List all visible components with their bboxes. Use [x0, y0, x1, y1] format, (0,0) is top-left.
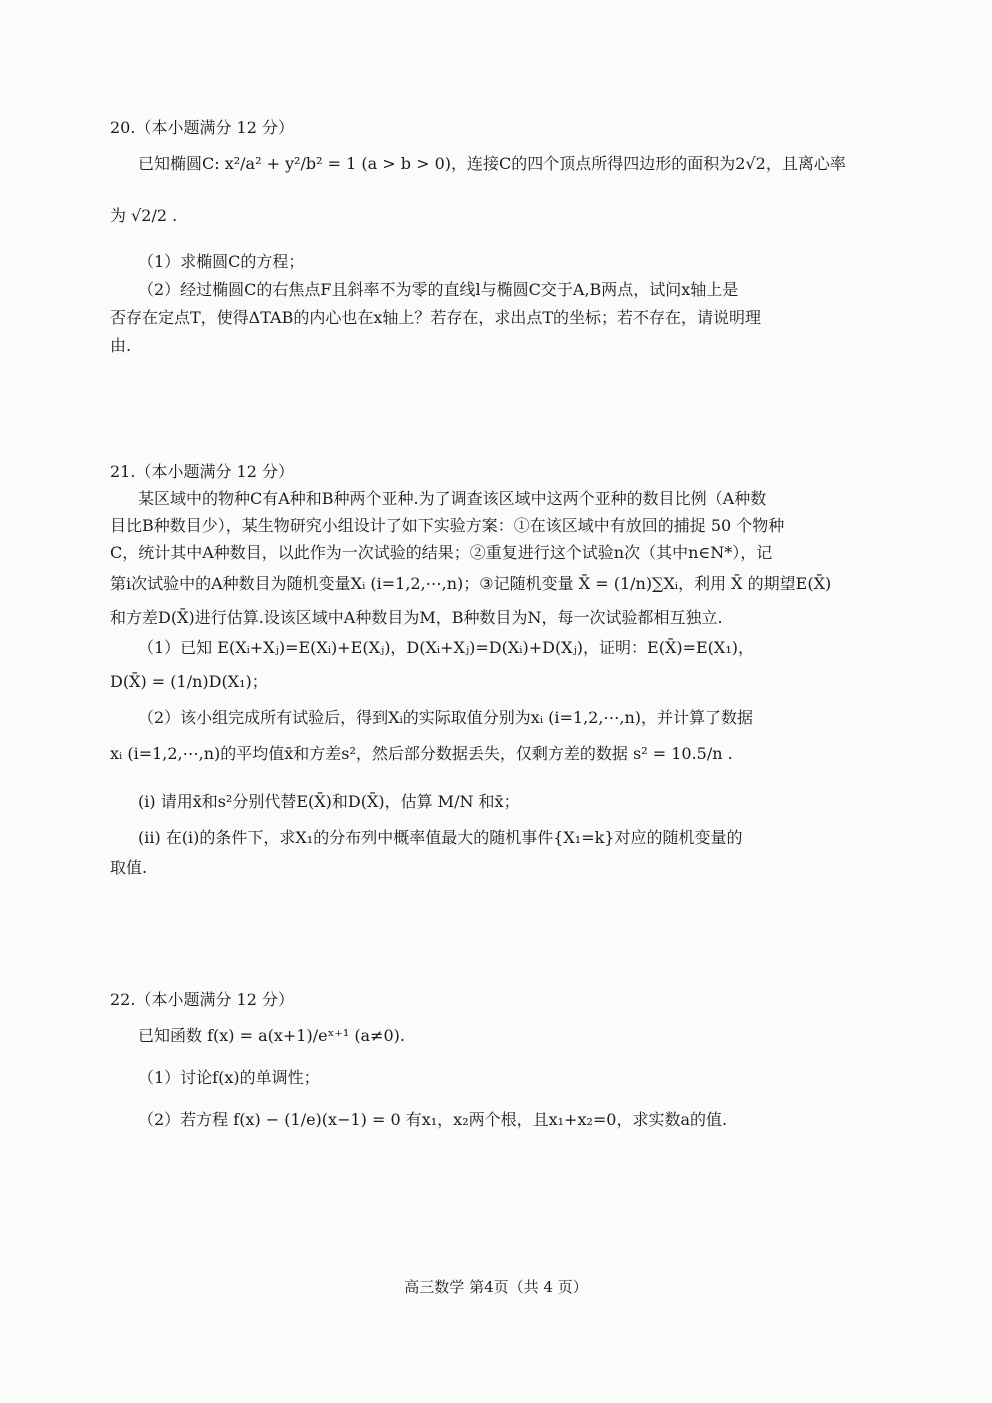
q21-sub-i: (i) 请用x̄和s²分别代替E(X̄)和D(X̄)，估算 M/N 和x̄；: [138, 792, 520, 811]
q21-sub-ii-line1: (ii) 在(i)的条件下，求X₁的分布列中概率值最大的随机事件{X₁=k}对应的随机变量的: [138, 828, 743, 847]
q20-part2-line1: （2）经过椭圆C的右焦点F且斜率不为零的直线l与椭圆C交于A,B两点，试问x轴上是: [138, 280, 739, 299]
q20-heading: 20.（本小题满分 12 分）: [110, 118, 294, 137]
q20-part2-line2: 否存在定点T，使得ΔTAB的内心也在x轴上？若存在，求出点T的坐标；若不存在，请说明理: [110, 308, 762, 327]
q21-sub-ii-line2: 取值.: [110, 858, 148, 877]
q21-line5: 和方差D(X̄)进行估算.设该区域中A种数目为M，B种数目为N，每一次试验都相互独立.: [110, 608, 723, 627]
q22-part1: （1）讨论f(x)的单调性；: [138, 1068, 320, 1087]
q20-line2: 为 √2/2 .: [110, 206, 178, 225]
q21-part1-line1: （1）已知 E(Xᵢ+Xⱼ)=E(Xᵢ)+E(Xⱼ)，D(Xᵢ+Xⱼ)=D(Xᵢ)+D(Xⱼ)，证明：E(X̄)=E(X₁)，: [138, 638, 754, 657]
q21-line3: C，统计其中A种数目，以此作为一次试验的结果；②重复进行这个试验n次（其中n∈N*），记: [110, 543, 773, 562]
q20-part2-line3: 由.: [110, 336, 132, 355]
page-footer: 高三数学 第4页（共 4 页）: [404, 1278, 588, 1296]
q21-heading: 21.（本小题满分 12 分）: [110, 462, 294, 481]
q20-part1: （1）求椭圆C的方程；: [138, 252, 305, 271]
q22-part2: （2）若方程 f(x) − (1/e)(x−1) = 0 有x₁，x₂两个根，且x₁+x₂=0，求实数a的值.: [138, 1110, 728, 1129]
q22-line1: 已知函数 f(x) = a(x+1)/eˣ⁺¹ (a≠0).: [138, 1026, 406, 1045]
q21-part1-line2: D(X̄) = (1/n)D(X₁)；: [110, 672, 268, 691]
q21-line1: 某区域中的物种C有A种和B种两个亚种.为了调查该区域中这两个亚种的数目比例（A种数: [138, 489, 767, 508]
q22-heading: 22.（本小题满分 12 分）: [110, 990, 294, 1009]
q21-part2-line1: （2）该小组完成所有试验后，得到Xᵢ的实际取值分别为xᵢ (i=1,2,⋯,n)，并计算了数据: [138, 708, 754, 727]
q21-line2: 目比B种数目少），某生物研究小组设计了如下实验方案：①在该区域中有放回的捕捉 50 个物种: [110, 516, 785, 535]
q20-line1: 已知椭圆C: x²/a² + y²/b² = 1 (a > b > 0)，连接C的四个顶点所得四边形的面积为2√2，且离心率: [138, 154, 846, 173]
q21-part2-line2: xᵢ (i=1,2,⋯,n)的平均值x̄和方差s²，然后部分数据丢失，仅剩方差的数据 s² = 10.5/n .: [110, 744, 733, 763]
q21-line4: 第i次试验中的A种数目为随机变量Xᵢ (i=1,2,⋯,n)；③记随机变量 X̄ = (1/n)∑Xᵢ，利用 X̄ 的期望E(X̄): [110, 574, 832, 593]
